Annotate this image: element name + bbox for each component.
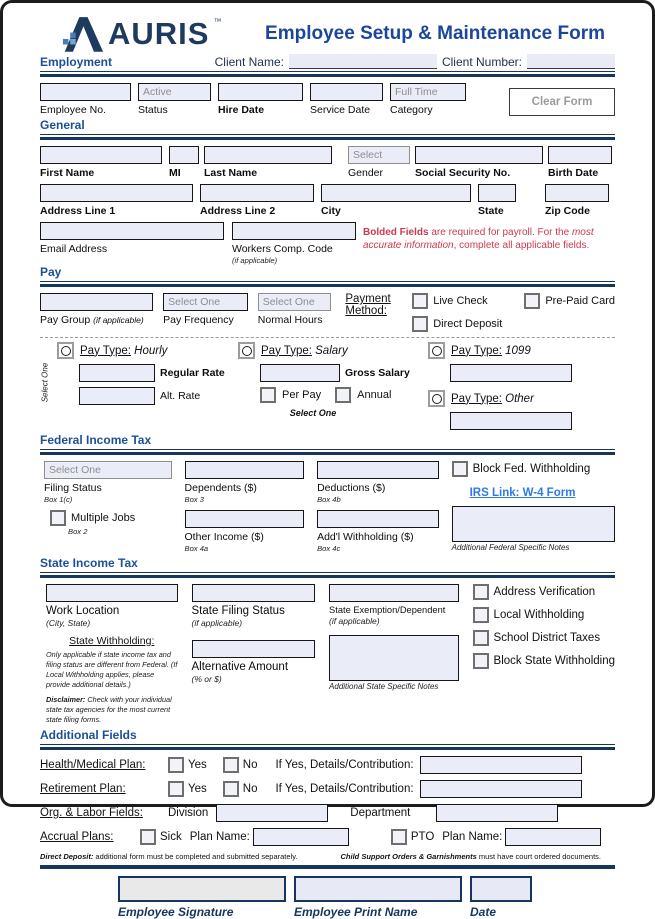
pay-type-salary-column: Pay Type: Salary Gross Salary Per Pay Annual Select One bbox=[238, 342, 428, 430]
address-line-1-input[interactable] bbox=[40, 184, 193, 202]
zip-code-label: Zip Code bbox=[545, 205, 590, 217]
state-notes-input[interactable] bbox=[329, 635, 459, 681]
first-name-label: First Name bbox=[40, 167, 95, 179]
state-filing-status-label: State Filing Status bbox=[191, 605, 285, 617]
multiple-jobs-label: Multiple Jobs bbox=[71, 512, 136, 524]
email-address-input[interactable] bbox=[40, 222, 224, 240]
direct-deposit-note: Direct Deposit: additional form must be completed and submitted separately. bbox=[40, 851, 298, 861]
section-title-pay: Pay bbox=[40, 265, 62, 279]
section-title-additional: Additional Fields bbox=[40, 727, 137, 742]
header-client-row bbox=[40, 54, 615, 69]
state-input[interactable] bbox=[478, 184, 516, 202]
dependents-label: Dependents ($) bbox=[184, 482, 257, 494]
state-disclaimer: Disclaimer: Check with your individual state tax agencies for the most current state filing forms. bbox=[46, 695, 172, 725]
pay-type-1099-radio[interactable] bbox=[428, 342, 445, 359]
section-title-federal: Federal Income Tax bbox=[40, 433, 152, 447]
zip-code-input[interactable] bbox=[545, 184, 609, 202]
department-input[interactable] bbox=[436, 804, 558, 822]
client-number-field[interactable] bbox=[527, 54, 615, 69]
multiple-jobs-checkbox[interactable] bbox=[50, 510, 66, 526]
address-line-2-label: Address Line 2 bbox=[200, 205, 276, 217]
signature-row bbox=[118, 876, 615, 919]
state-grid bbox=[40, 584, 615, 725]
pay-row-1 bbox=[40, 293, 615, 332]
pct-or-dollar-note: (% or $) bbox=[191, 674, 222, 684]
gross-salary-label: Gross Salary bbox=[345, 367, 410, 379]
federal-notes-input[interactable] bbox=[452, 506, 615, 542]
retirement-no-checkbox[interactable] bbox=[223, 781, 239, 797]
live-check-option[interactable] bbox=[412, 293, 502, 309]
direct-deposit-label: Direct Deposit bbox=[433, 318, 503, 330]
box-2-note: Box 2 bbox=[68, 527, 88, 536]
normal-hours-select[interactable]: Select One bbox=[258, 293, 332, 311]
block-state-withholding-option[interactable]: Block State Withholding bbox=[473, 653, 615, 669]
health-plan-row: Health/Medical Plan: Yes No If Yes, Details/Contribution: bbox=[40, 756, 615, 774]
block-fed-withholding-checkbox[interactable] bbox=[452, 461, 468, 477]
health-plan-no-checkbox[interactable] bbox=[223, 757, 239, 773]
pay-frequency-select[interactable]: Select One bbox=[163, 293, 248, 311]
alt-rate-input[interactable] bbox=[79, 387, 155, 405]
state-exemption-input[interactable] bbox=[329, 584, 459, 602]
irs-w4-link[interactable]: IRS Link: W-4 Form bbox=[469, 487, 576, 499]
mi-input[interactable] bbox=[169, 146, 199, 164]
filing-status-label: Filing Status bbox=[44, 482, 102, 494]
email-address-label: Email Address bbox=[40, 243, 108, 255]
section-rule bbox=[40, 572, 615, 578]
employee-print-name-field[interactable] bbox=[294, 876, 462, 902]
federal-notes-label: Additional Federal Specific Notes bbox=[451, 543, 570, 552]
first-name-input[interactable] bbox=[40, 146, 162, 164]
pre-paid-card-option[interactable] bbox=[524, 293, 615, 309]
state-notes-label: Additional State Specific Notes bbox=[329, 682, 439, 691]
per-pay-checkbox[interactable] bbox=[260, 387, 276, 403]
alternative-amount-input[interactable] bbox=[192, 640, 316, 658]
health-details-input[interactable] bbox=[420, 756, 582, 774]
pay-other-input[interactable] bbox=[450, 412, 572, 430]
addl-withholding-input[interactable] bbox=[317, 510, 439, 528]
org-labor-label: Org. & Labor Fields: bbox=[40, 806, 143, 819]
dashed-divider bbox=[40, 337, 615, 338]
date-field[interactable] bbox=[470, 876, 532, 902]
sick-plan-name-label: Plan Name: bbox=[189, 830, 250, 843]
department-label: Department bbox=[350, 806, 411, 819]
annual-checkbox[interactable] bbox=[335, 387, 351, 403]
filing-status-select[interactable]: Select One bbox=[44, 461, 172, 479]
last-name-input[interactable] bbox=[204, 146, 332, 164]
state-exemption-note: (if applicable) bbox=[329, 616, 380, 626]
annual-label: Annual bbox=[357, 389, 392, 401]
gender-select[interactable]: Select bbox=[348, 146, 410, 164]
other-income-input[interactable] bbox=[185, 510, 305, 528]
required-note-bold: Bolded Fields bbox=[363, 227, 429, 238]
auris-logo bbox=[62, 15, 221, 52]
category-select[interactable]: Full Time bbox=[390, 83, 466, 101]
workers-comp-code-label: Workers Comp. Code bbox=[232, 243, 333, 255]
multiple-jobs-option[interactable] bbox=[50, 510, 172, 526]
status-select[interactable]: Active bbox=[138, 83, 211, 101]
clear-form-button[interactable]: Clear Form bbox=[509, 88, 615, 116]
sick-plan-name-input[interactable] bbox=[253, 828, 349, 846]
alternative-amount-label: Alternative Amount bbox=[191, 661, 289, 673]
select-one-note: Select One bbox=[289, 408, 337, 418]
box-4b-note: Box 4b bbox=[317, 495, 341, 504]
section-title-employment: Employment bbox=[40, 55, 113, 69]
section-rule bbox=[40, 281, 615, 287]
service-date-label: Service Date bbox=[310, 104, 371, 116]
health-details-label: If Yes, Details/Contribution: bbox=[275, 758, 414, 771]
section-title-state: State Income Tax bbox=[40, 556, 138, 570]
alt-rate-label: Alt. Rate bbox=[160, 390, 201, 402]
gross-salary-input[interactable] bbox=[260, 364, 340, 382]
retirement-details-label: If Yes, Details/Contribution: bbox=[275, 782, 414, 795]
general-row-1 bbox=[40, 146, 615, 179]
block-fed-withholding-option[interactable] bbox=[452, 461, 615, 477]
brand-wordmark: AURIS bbox=[108, 16, 210, 51]
health-plan-label: Health/Medical Plan: bbox=[40, 758, 146, 771]
pto-checkbox[interactable] bbox=[391, 829, 407, 845]
state-filing-status-note: (if applicable) bbox=[191, 618, 243, 628]
work-location-input[interactable] bbox=[46, 584, 178, 602]
pay-group-label: Pay Group (if applicable) bbox=[40, 314, 144, 326]
employment-row bbox=[40, 83, 615, 116]
employee-no-label: Employee No. bbox=[40, 104, 106, 116]
regular-rate-input[interactable] bbox=[79, 364, 155, 382]
address-line-2-input[interactable] bbox=[200, 184, 314, 202]
workers-comp-code-input[interactable] bbox=[232, 222, 356, 240]
dependents-input[interactable] bbox=[185, 461, 305, 479]
deductions-label: Deductions ($) bbox=[317, 482, 386, 494]
school-district-taxes-option[interactable]: School District Taxes bbox=[473, 630, 615, 646]
regular-rate-label: Regular Rate bbox=[160, 367, 225, 379]
city-label: City bbox=[321, 205, 341, 217]
pay-type-hourly-column: Pay Type: Hourly Regular Rate Alt. Rate bbox=[57, 342, 238, 430]
state-withholding-heading: State Withholding: bbox=[69, 635, 155, 647]
city-input[interactable] bbox=[321, 184, 471, 202]
auris-logo-icon bbox=[62, 15, 104, 52]
birth-date-label: Birth Date bbox=[548, 167, 599, 179]
block-fed-withholding-label: Block Fed. Withholding bbox=[472, 463, 591, 475]
state-label: State bbox=[478, 205, 504, 217]
sick-checkbox[interactable] bbox=[140, 829, 156, 845]
date-label: Date bbox=[470, 904, 497, 919]
state-withholding-note: Only applicable if state income tax and filing status are different from Federal. (If Local Withholding applies, please provide additional details.) bbox=[46, 650, 178, 689]
box-4a-note: Box 4a bbox=[184, 544, 209, 553]
gender-label: Gender bbox=[348, 167, 384, 179]
pay-type-salary-radio[interactable] bbox=[238, 342, 255, 359]
employee-print-name-label: Employee Print Name bbox=[294, 904, 418, 919]
state-exemption-label: State Exemption/Dependent bbox=[329, 605, 446, 615]
page-title: Employee Setup & Maintenance Form bbox=[265, 22, 605, 44]
trademark-symbol: ™ bbox=[213, 17, 222, 26]
live-check-checkbox[interactable] bbox=[412, 293, 428, 309]
general-row-3 bbox=[40, 222, 615, 265]
pay-type-block bbox=[40, 342, 615, 430]
retirement-details-input[interactable] bbox=[420, 780, 582, 798]
last-name-label: Last Name bbox=[204, 167, 258, 179]
retirement-plan-label: Retirement Plan: bbox=[40, 782, 126, 795]
work-location-label: Work Location bbox=[46, 605, 120, 617]
box-3-note: Box 3 bbox=[184, 495, 204, 504]
general-row-2 bbox=[40, 184, 615, 217]
mi-label: MI bbox=[169, 167, 181, 179]
hire-date-input[interactable] bbox=[218, 83, 303, 101]
normal-hours-label: Normal Hours bbox=[257, 314, 323, 326]
pay-1099-input[interactable] bbox=[450, 364, 572, 382]
other-income-label: Other Income ($) bbox=[184, 531, 264, 543]
section-rule bbox=[40, 134, 615, 140]
client-name-label: Client Name: bbox=[214, 55, 284, 69]
pay-group-input[interactable] bbox=[40, 293, 153, 311]
pay-type-hourly-radio[interactable] bbox=[57, 342, 74, 359]
pay-type-1099-other-column: Pay Type: 1099 Pay Type: Other bbox=[428, 342, 615, 430]
client-name-field[interactable] bbox=[289, 54, 437, 69]
box-4c-note: Box 4c bbox=[317, 544, 341, 553]
state-filing-status-input[interactable] bbox=[192, 584, 316, 602]
child-support-note: Child Support Orders & Garnishments must have court ordered documents. bbox=[340, 851, 601, 861]
local-withholding-checkbox[interactable] bbox=[473, 607, 489, 623]
hire-date-label: Hire Date bbox=[218, 104, 265, 116]
pto-plan-name-input[interactable] bbox=[505, 828, 601, 846]
per-pay-label: Per Pay bbox=[282, 389, 322, 401]
addl-withholding-label: Add'l Withholding ($) bbox=[317, 531, 414, 543]
address-line-1-label: Address Line 1 bbox=[40, 205, 116, 217]
address-verification-option[interactable]: Address Verification bbox=[473, 584, 615, 600]
block-state-withholding-checkbox[interactable] bbox=[473, 653, 489, 669]
section-rule bbox=[40, 449, 615, 455]
ssn-input[interactable] bbox=[415, 146, 543, 164]
division-input[interactable] bbox=[216, 804, 328, 822]
retirement-yes-checkbox[interactable] bbox=[168, 781, 184, 797]
section-rule bbox=[40, 71, 615, 77]
health-plan-yes-checkbox[interactable] bbox=[168, 757, 184, 773]
workers-comp-note: (if applicable) bbox=[232, 256, 278, 265]
footer-rule bbox=[40, 865, 615, 869]
division-label: Division bbox=[168, 806, 209, 819]
pre-paid-card-checkbox[interactable] bbox=[524, 293, 540, 309]
federal-grid bbox=[40, 461, 615, 553]
retirement-plan-row: Retirement Plan: Yes No If Yes, Details/Contribution: bbox=[40, 780, 615, 798]
org-labor-row bbox=[40, 804, 615, 822]
local-withholding-option[interactable]: Local Withholding bbox=[473, 607, 615, 623]
address-verification-checkbox[interactable] bbox=[473, 584, 489, 600]
accrual-plans-label: Accrual Plans: bbox=[40, 830, 114, 843]
section-rule bbox=[40, 744, 615, 750]
category-label: Category bbox=[390, 104, 433, 116]
payment-method-label: Payment Method: bbox=[345, 293, 391, 317]
employee-no-input[interactable] bbox=[40, 83, 131, 101]
status-label: Status bbox=[138, 104, 168, 116]
header bbox=[40, 15, 615, 52]
pay-frequency-label: Pay Frequency bbox=[163, 314, 234, 326]
city-state-note: (City, State) bbox=[46, 618, 91, 628]
birth-date-input[interactable] bbox=[548, 146, 612, 164]
deductions-input[interactable] bbox=[317, 461, 439, 479]
direct-deposit-option[interactable] bbox=[412, 316, 502, 332]
school-district-taxes-checkbox[interactable] bbox=[473, 630, 489, 646]
service-date-input[interactable] bbox=[310, 83, 383, 101]
employee-signature-field[interactable] bbox=[118, 876, 286, 902]
ssn-label: Social Security No. bbox=[415, 167, 511, 179]
employee-signature-label: Employee Signature bbox=[118, 904, 234, 919]
live-check-label: Live Check bbox=[433, 295, 488, 307]
accrual-plans-row: Accrual Plans: Sick Plan Name: PTO Plan Name: bbox=[40, 828, 615, 846]
state-checkbox-column bbox=[473, 584, 615, 725]
pre-paid-card-label: Pre-Paid Card bbox=[545, 295, 616, 307]
pay-type-other-radio[interactable] bbox=[428, 390, 445, 407]
box-1c-note: Box 1(c) bbox=[44, 495, 73, 504]
pto-plan-name-label: Plan Name: bbox=[442, 830, 503, 843]
client-number-label: Client Number: bbox=[441, 55, 522, 69]
bottom-notes bbox=[40, 852, 615, 861]
direct-deposit-checkbox[interactable] bbox=[412, 316, 428, 332]
required-fields-note: Bolded Fields are required for payroll. For the most accurate information, complete all applicable fields. bbox=[363, 227, 594, 252]
select-one-vertical-label: Select One bbox=[40, 362, 50, 403]
section-title-general: General bbox=[40, 118, 85, 132]
